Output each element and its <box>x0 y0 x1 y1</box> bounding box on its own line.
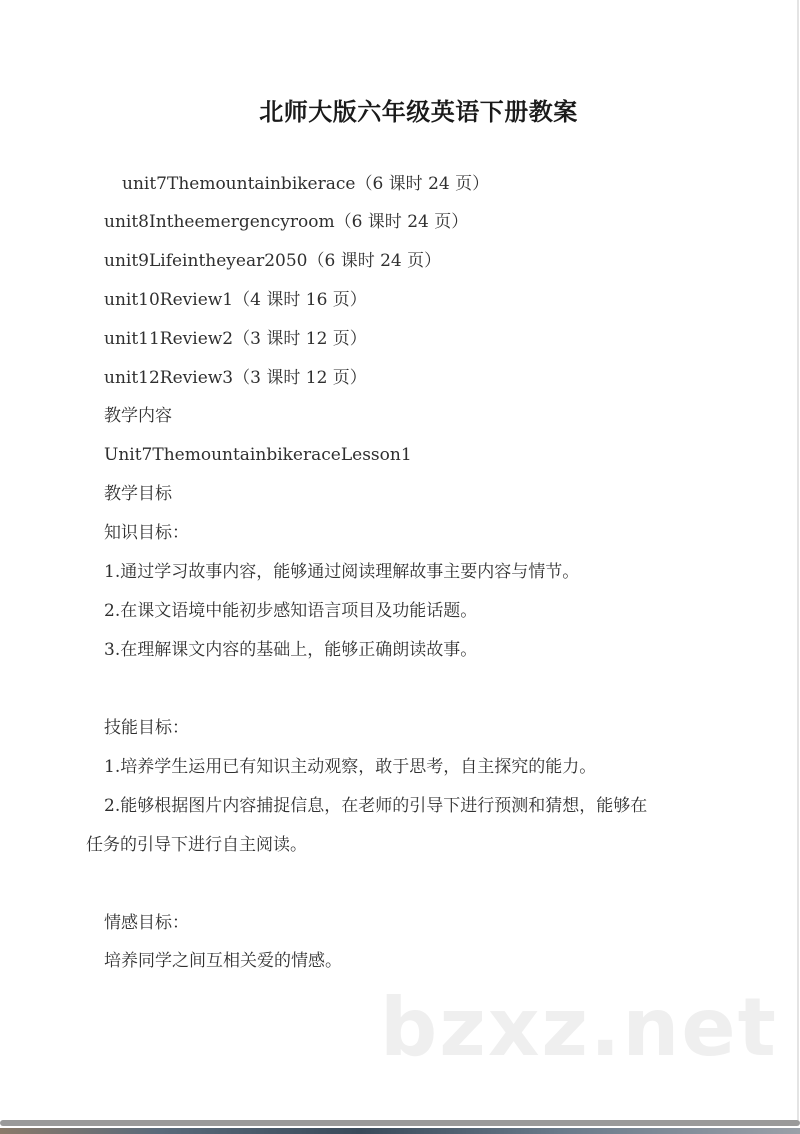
unit-line-12: unit12Review3（3 课时 12 页） <box>104 368 367 388</box>
unit-line-8: unit8Intheemergencyroom（6 课时 24 页） <box>104 212 469 232</box>
watermark: bzxz.net <box>380 981 778 1074</box>
skills-heading: 技能目标： <box>104 718 189 738</box>
skills-item-2: 2.能够根据图片内容捕捉信息，在老师的引导下进行预测和猜想，能够在 <box>104 796 648 816</box>
skills-item-1: 1.培养学生运用已有知识主动观察，敢于思考，自主探究的能力。 <box>104 757 597 777</box>
goals-heading: 教学目标 <box>104 484 172 504</box>
background-image-strip <box>0 1128 800 1134</box>
content-heading: 教学内容 <box>104 406 172 426</box>
unit-line-10: unit10Review1（4 课时 16 页） <box>104 290 367 310</box>
emotion-heading: 情感目标： <box>104 913 189 933</box>
unit-line-9: unit9Lifeintheyear2050（6 课时 24 页） <box>104 251 442 271</box>
knowledge-item-1: 1.通过学习故事内容，能够通过阅读理解故事主要内容与情节。 <box>104 562 580 582</box>
horizontal-scrollbar[interactable] <box>0 1120 800 1126</box>
emotion-item-1: 培养同学之间互相关爱的情感。 <box>104 951 342 971</box>
knowledge-item-2: 2.在课文语境中能初步感知语言项目及功能话题。 <box>104 601 478 621</box>
skills-item-2-cont: 任务的引导下进行自主阅读。 <box>86 835 307 855</box>
lesson-name: Unit7ThemountainbikeraceLesson1 <box>104 445 412 465</box>
unit-line-11: unit11Review2（3 课时 12 页） <box>104 329 367 349</box>
knowledge-item-3: 3.在理解课文内容的基础上，能够正确朗读故事。 <box>104 640 478 660</box>
document-title: 北师大版六年级英语下册教案 <box>259 98 578 126</box>
unit-line-7: unit7Themountainbikerace（6 课时 24 页） <box>122 174 490 194</box>
knowledge-heading: 知识目标： <box>104 523 189 543</box>
